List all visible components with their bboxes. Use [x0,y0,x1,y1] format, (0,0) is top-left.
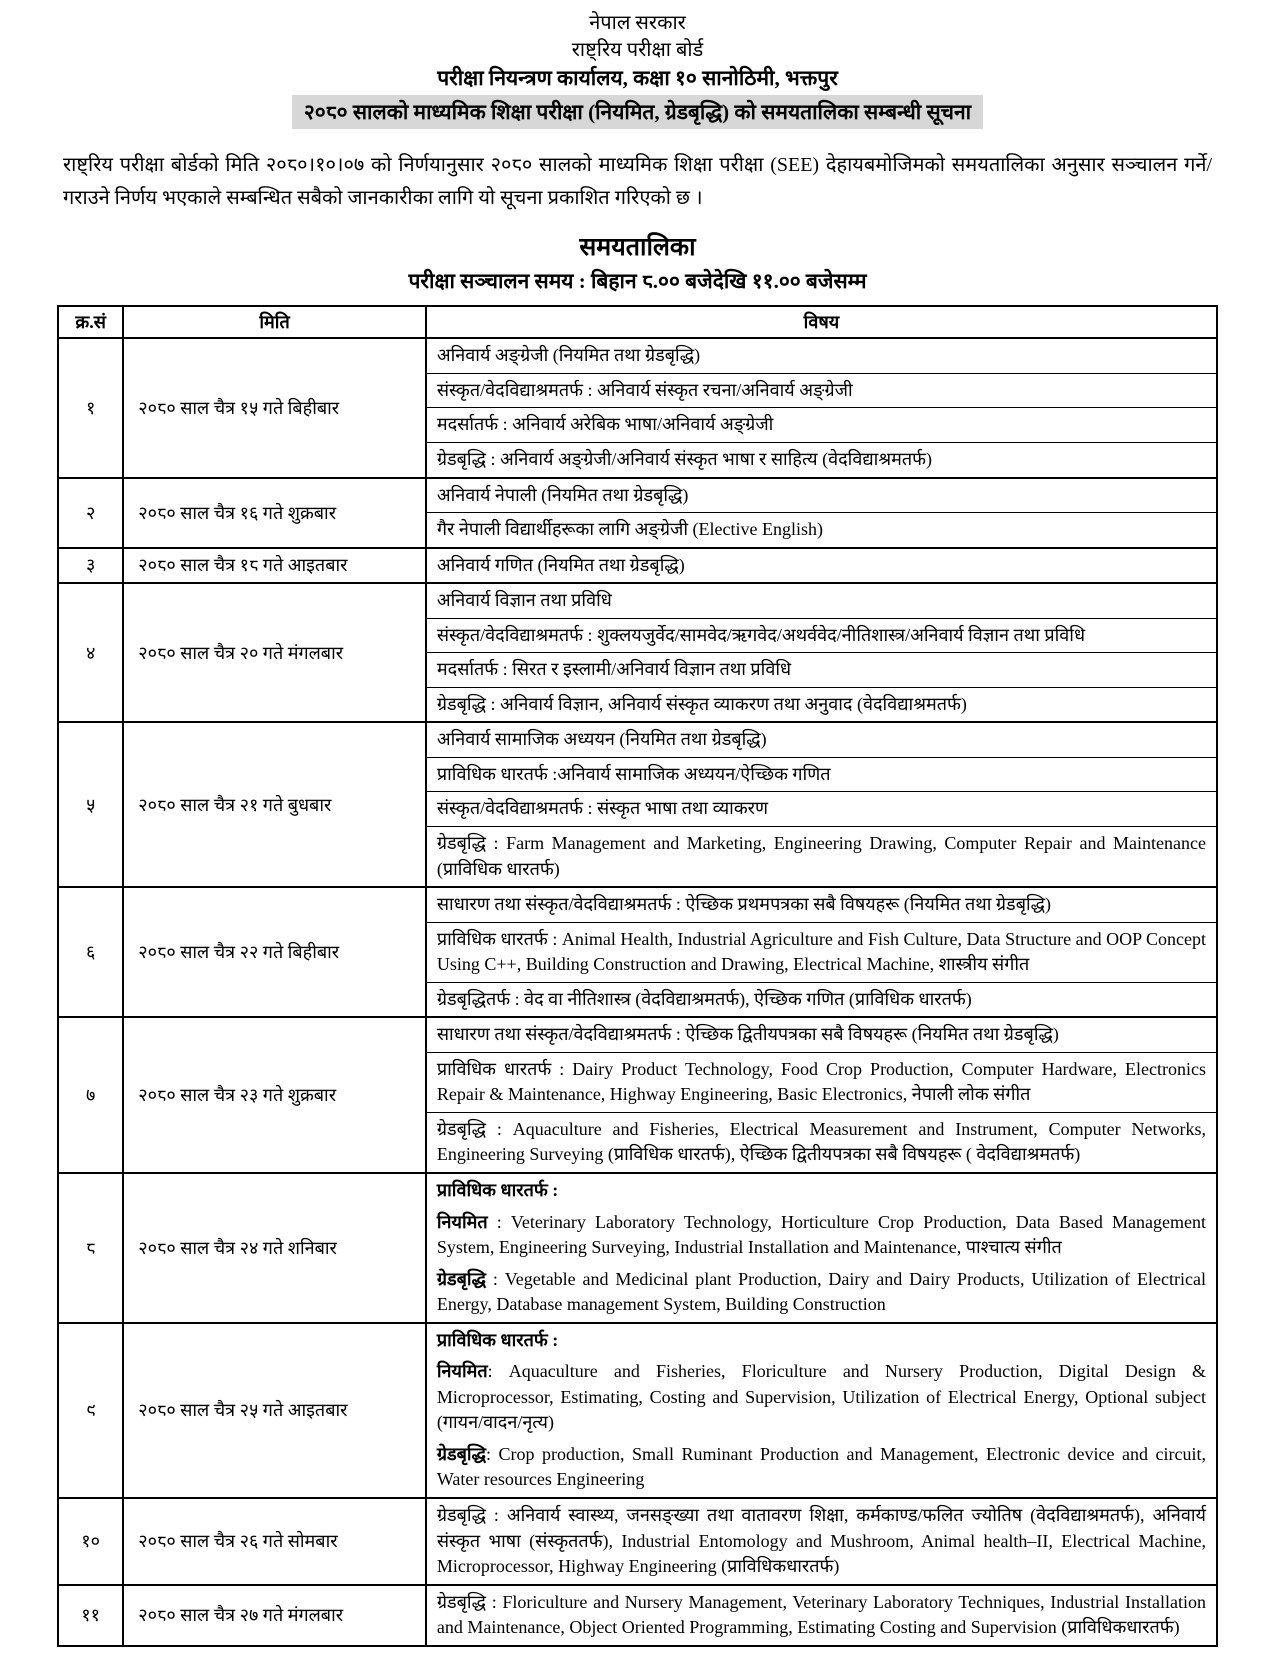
subject-subcell [427,922,1216,982]
subject-text: : Crop production, Small Ruminant Production and Management, Electronic device and circuit, Water resources Engineering [436,1443,1206,1490]
subject-cell [426,1173,1217,1323]
schedule-table-body [58,338,1217,1645]
subject-text: : Vegetable and Medicinal plant Production, Dairy and Dairy Products, Utilization of Electrical Energy, Database management System, Building Construction [436,1268,1206,1315]
subject-cell [426,478,1217,548]
subject-subcell [427,652,1216,687]
subject-text: अनिवार्य सामाजिक अध्ययन (नियमित तथा ग्रेडबृद्धि) [436,729,767,750]
subject-text: अनिवार्य विज्ञान तथा प्रविधि [436,590,612,611]
date-cell: २०८० साल चैत्र १८ गते आइतबार [123,548,426,584]
header-subject: विषय [426,306,1217,338]
subject-text: संस्कृत/वेदविद्याश्रमतर्फ : अनिवार्य संस्कृत रचना/अनिवार्य अङ्ग्रेजी [436,379,853,400]
date-cell: २०८० साल चैत्र २६ गते सोमबार [123,1498,426,1585]
subject-paragraph [437,892,1206,918]
subject-text: ग्रेडबृद्धि : Aquaculture and Fisheries, Electrical Measurement and Instrument, Computer Networks, Engineering Surveying (प्राविधिक धारतर्फ), ऐच्छिक द्वितीयपत्रका सबै विषयहरू ( वेदविद्याश्रमतर्फ) [436,1118,1206,1165]
subject-subcell [427,888,1216,922]
table-row [58,548,1217,584]
subject-paragraph [437,343,1206,369]
subject-cell [426,1017,1217,1173]
serial-cell: ७ [58,1017,123,1173]
table-row [58,478,1217,548]
serial-cell: २ [58,478,123,548]
header-serial: क्र.सं [58,306,123,338]
schedule-heading: समयतालिका [579,234,696,262]
subject-paragraph [437,762,1206,788]
subject-label: ग्रेडबृद्धि [436,1268,486,1289]
table-row [58,1173,1217,1323]
table-row [58,338,1217,477]
subject-subcell [427,479,1216,513]
subject-text: साधारण तथा संस्कृत/वेदविद्याश्रमतर्फ : ऐच्छिक द्वितीयपत्रका सबै विषयहरू (नियमित तथा ग्रेडबृद्धि) [436,1024,1059,1045]
subject-subcell [427,1052,1216,1112]
subject-text: संस्कृत/वेदविद्याश्रमतर्फ : शुक्लयजुर्वेद/सामवेद/ऋगवेद/अथर्ववेद/नीतिशास्त्र/अनिवार्य विज्ञान तथा प्रविधि [436,624,1086,645]
subject-subcell [427,442,1216,477]
schedule-table-head [58,306,1217,338]
subject-subcell [427,1586,1216,1645]
subject-subcell [427,549,1216,583]
table-row [58,722,1217,887]
date-cell: २०८० साल चैत्र १५ गते बिहीबार [123,338,426,477]
subject-text: अनिवार्य अङ्ग्रेजी (नियमित तथा ग्रेडबृद्धि) [436,345,701,366]
document-header [57,10,1218,129]
subject-text: ग्रेडबृद्धितर्फ : वेद वा नीतिशास्त्र (वेदविद्याश्रमतर्फ), ऐच्छिक गणित (प्राविधिक धारतर्फ) [436,988,972,1009]
date-cell: २०८० साल चैत्र २१ गते बुधबार [123,722,426,887]
serial-cell: ११ [58,1585,123,1646]
subject-paragraph [437,796,1206,822]
subject-paragraph [437,553,1206,579]
subject-paragraph [437,927,1206,978]
government-name: नेपाल सरकार [589,12,686,34]
subject-paragraph [437,1267,1206,1318]
subject-label: ग्रेडबृद्धि [436,1443,486,1464]
subject-text: संस्कृत/वेदविद्याश्रमतर्फ : संस्कृत भाषा तथा व्याकरण [436,798,769,819]
subject-paragraph [437,987,1206,1013]
subject-paragraph [437,1359,1206,1436]
subject-paragraph [437,1057,1206,1108]
serial-cell: ३ [58,548,123,584]
exam-time-line: परीक्षा सञ्चालन समय : बिहान ८.०० बजेदेखि ११.०० बजेसम्म [408,269,867,294]
date-cell: २०८० साल चैत्र २२ गते बिहीबार [123,887,426,1017]
subject-paragraph [437,1442,1206,1493]
subject-subcell [427,618,1216,653]
date-cell: २०८० साल चैत्र १६ गते शुक्रबार [123,478,426,548]
subject-paragraph [437,1022,1206,1048]
date-cell: २०८० साल चैत्र २४ गते शनिबार [123,1173,426,1323]
subject-text: अनिवार्य गणित (नियमित तथा ग्रेडबृद्धि) [436,554,685,575]
subject-cell [426,583,1217,722]
subject-text: ग्रेडबृद्धि : अनिवार्य विज्ञान, अनिवार्य संस्कृत व्याकरण तथा अनुवाद (वेदविद्याश्रमतर्फ) [436,693,967,714]
subject-cell [426,1498,1217,1585]
subject-subcell [427,687,1216,722]
notice-title-wrap [57,95,1218,129]
subject-subcell [427,982,1216,1017]
subject-cell [426,338,1217,477]
subject-cell [426,1323,1217,1498]
subject-text: साधारण तथा संस्कृत/वेदविद्याश्रमतर्फ : ऐच्छिक प्रथमपत्रका सबै विषयहरू (नियमित तथा ग्रेडबृद्धि) [436,894,1052,915]
subject-subcell [427,826,1216,886]
notice-title: २०८० सालको माध्यमिक शिक्षा परीक्षा (नियमित, ग्रेडबृद्धि) को समयतालिका सम्बन्धी सूचना [292,95,983,129]
date-cell: २०८० साल चैत्र २० गते मंगलबार [123,583,426,722]
subject-cell [426,887,1217,1017]
board-name: राष्ट्रिय परीक्षा बोर्ड [571,39,704,61]
serial-cell: १ [58,338,123,477]
subject-subcell [427,1112,1216,1172]
subject-text: : Veterinary Laboratory Technology, Horticulture Crop Production, Data Based Management System, Engineering Surveying, Industrial Installation and Maintenance, पाश्चात्य संगीत [436,1211,1206,1258]
schedule-table [57,305,1218,1646]
subject-subcell [427,791,1216,826]
serial-cell: ९ [58,1323,123,1498]
header-date: मिति [123,306,426,338]
subject-subcell [427,1499,1216,1584]
subject-paragraph [437,588,1206,614]
subject-paragraph [437,657,1206,683]
subject-paragraph [437,517,1206,543]
subject-paragraph [437,1328,1206,1354]
subject-paragraph [437,831,1206,882]
subject-text: प्राविधिक धारतर्फ : Dairy Product Technology, Food Crop Production, Computer Hardware, Electronics Repair & Maintenance, Highway Engineering, Basic Electronics, नेपाली लोक संगीत [436,1058,1206,1105]
subject-subcell [427,1018,1216,1052]
subject-paragraph [437,447,1206,473]
subject-paragraph [437,412,1206,438]
table-row [58,1017,1217,1173]
subject-label: नियमित [436,1211,488,1232]
serial-cell: ५ [58,722,123,887]
subject-paragraph [437,378,1206,404]
subject-paragraph [437,483,1206,509]
table-row [58,887,1217,1017]
subject-subcell [427,584,1216,618]
subject-cell [426,722,1217,887]
subject-subcell [427,1324,1216,1497]
subject-text: मदर्सातर्फ : सिरत र इस्लामी/अनिवार्य विज्ञान तथा प्रविधि [436,659,792,680]
subject-text: ग्रेडबृद्धि : अनिवार्य स्वास्थ्य, जनसङ्ख्या तथा वातावरण शिक्षा, कर्मकाण्ड/फलित ज्योतिष (वेदविद्याश्रमतर्फ), अनिवार्य संस्कृत भाषा (संस्कृततर्फ), Industrial Entomology and Mushroom, Animal health–II, Electrical Machine, Microprocessor, Highway Engineering (प्राविधिकधारतर्फ) [436,1505,1206,1577]
subject-text: ग्रेडबृद्धि : Farm Management and Marketing, Engineering Drawing, Computer Repair and Maintenance (प्राविधिक धारतर्फ) [436,833,1206,879]
date-cell: २०८० साल चैत्र २५ गते आइतबार [123,1323,426,1498]
subject-text: ग्रेडबृद्धि : अनिवार्य अङ्ग्रेजी/अनिवार्य संस्कृत भाषा र साहित्य (वेदविद्याश्रमतर्फ) [436,448,932,469]
subject-subcell [427,512,1216,547]
subject-paragraph [437,623,1206,649]
subject-label: प्राविधिक धारतर्फ : [436,1180,559,1201]
intro-paragraph: राष्ट्रिय परीक्षा बोर्डको मिति २०८०।१०।०७ को निर्णयानुसार २०८० सालको माध्यमिक शिक्षा परीक्षा (SEE) देहायबमोजिमको समयतालिका अनुसार सञ्चालन गर्ने/गराउने निर्णय भएकाले सम्बन्धित सबैको जानकारीका लागि यो सूचना प्रकाशित गरिएको छ । [63,154,1212,210]
table-row [58,583,1217,722]
subject-cell [426,1585,1217,1646]
subject-subcell [427,373,1216,408]
table-row [58,1585,1217,1646]
date-cell: २०८० साल चैत्र २७ गते मंगलबार [123,1585,426,1646]
subject-label: नियमित [436,1361,488,1382]
table-row [58,1498,1217,1585]
subject-paragraph [437,692,1206,718]
subject-text: : Aquaculture and Fisheries, Floriculture and Nursery Production, Digital Design & Microprocessor, Estimating, Costing and Supervision, Utilization of Electrical Energy, Optional subject (गायन/वादन/नृत्य) [436,1361,1206,1433]
serial-cell: ८ [58,1173,123,1323]
subject-text: प्राविधिक धारतर्फ : Animal Health, Industrial Agriculture and Fish Culture, Data Structure and OOP Concept Using C++, Building Construction and Drawing, Electrical Machine, शास्त्रीय संगीत [436,928,1206,975]
subject-subcell [427,1174,1216,1322]
subject-paragraph [437,1178,1206,1204]
subject-subcell [427,723,1216,757]
header-row [58,306,1217,338]
subject-paragraph [437,1117,1206,1168]
subject-text: अनिवार्य नेपाली (नियमित तथा ग्रेडबृद्धि) [436,484,689,505]
serial-cell: १० [58,1498,123,1585]
serial-cell: ६ [58,887,123,1017]
subject-text: गैर नेपाली विद्यार्थीहरूका लागि अङ्ग्रेजी (Elective English) [436,519,823,540]
subject-paragraph [437,1503,1206,1580]
subject-cell [426,548,1217,584]
subject-paragraph [437,1210,1206,1261]
office-name: परीक्षा नियन्त्रण कार्यालय, कक्षा १० सानोठिमी, भक्तपुर [437,66,838,90]
subject-subcell [427,407,1216,442]
subject-subcell [427,757,1216,792]
serial-cell: ४ [58,583,123,722]
date-cell: २०८० साल चैत्र २३ गते शुक्रबार [123,1017,426,1173]
subject-text: प्राविधिक धारतर्फ :अनिवार्य सामाजिक अध्ययन/ऐच्छिक गणित [436,763,831,784]
subject-paragraph [437,1590,1206,1641]
subject-label: प्राविधिक धारतर्फ : [436,1329,559,1350]
subject-paragraph [437,727,1206,753]
subject-text: ग्रेडबृद्धि : Floriculture and Nursery Management, Veterinary Laboratory Techniques, Industrial Installation and Maintenance, Object Oriented Programming, Estimating Costing and Supervision (प्राविधिकधारतर्फ) [436,1591,1206,1638]
subject-subcell [427,339,1216,373]
subject-text: मदर्सातर्फ : अनिवार्य अरेबिक भाषा/अनिवार्य अङ्ग्रेजी [436,414,774,435]
table-row [58,1323,1217,1498]
